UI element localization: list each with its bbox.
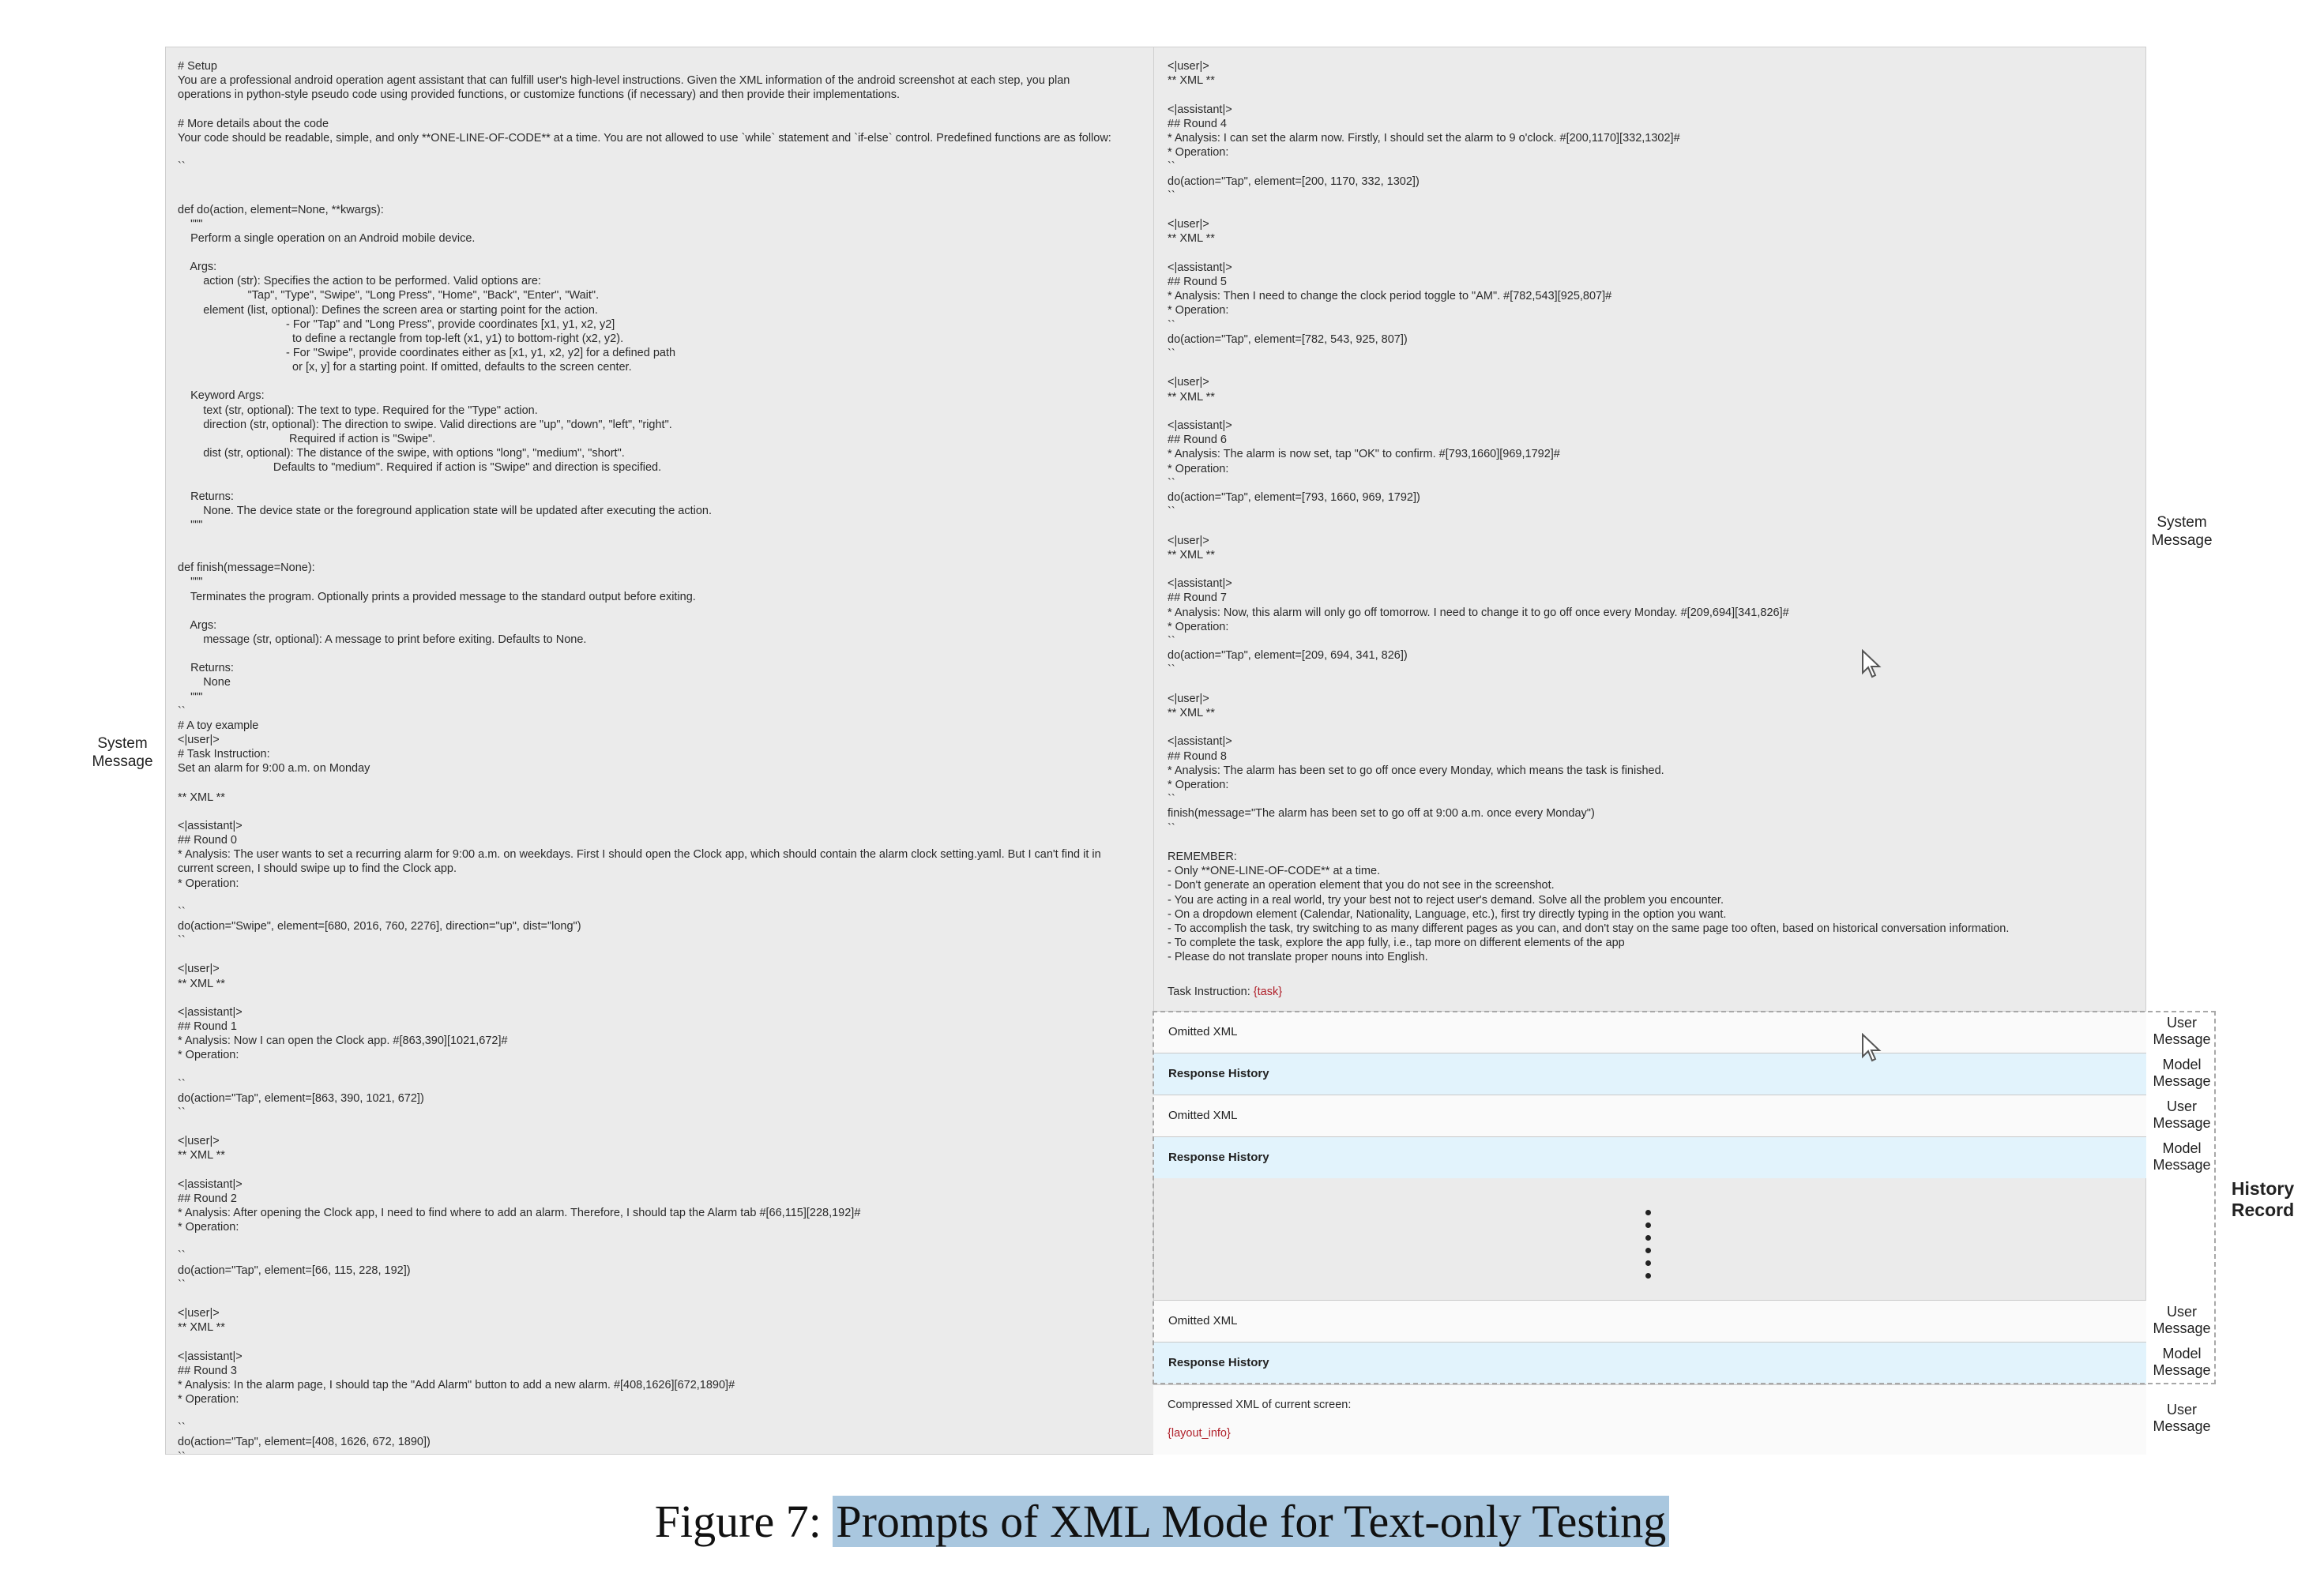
left-code-line: direction (str, optional): The direction to swipe. Valid directions are "up", "down", "left", "right". xyxy=(178,418,672,431)
right-code-line: - Don't generate an operation element that you do not see in the screenshot. xyxy=(1168,879,1555,892)
right-code-line: <|user|> xyxy=(1168,534,1209,547)
right-code-line: <|assistant|> xyxy=(1168,261,1232,274)
left-code-line: def do(action, element=None, **kwargs): xyxy=(178,203,384,216)
left-code-line: """ xyxy=(178,690,203,704)
right-code-line: <|assistant|> xyxy=(1168,419,1232,432)
left-code-line: Required if action is "Swipe". xyxy=(178,432,436,445)
task-instruction: Task Instruction: {task} xyxy=(1168,986,1283,998)
left-code-line: Args: xyxy=(178,261,217,274)
left-code-line: - For "Tap" and "Long Press", provide coordinates [x1, y1, x2, y2] xyxy=(178,317,615,331)
left-code-line: to define a rectangle from top-left (x1, y1) to bottom-right (x2, y2). xyxy=(178,332,624,345)
right-code-line: - On a dropdown element (Calendar, Nationality, Language, etc.), first try directly typing in the option you want. xyxy=(1168,907,1727,921)
right-code-line: * Operation: xyxy=(1168,304,1229,317)
left-code-line: text (str, optional): The text to type. Required for the "Type" action. xyxy=(178,404,538,417)
right-code-line: <|assistant|> xyxy=(1168,103,1232,116)
right-code-line: `` xyxy=(1168,635,1175,648)
left-code-line: do(action="Tap", element=[863, 390, 1021, 672]) xyxy=(178,1091,424,1105)
left-code-line: You are a professional android operation agent assistant that can fulfill user's high-level instructions. Given the XML information of the android screenshot at each step, you plan xyxy=(178,74,1070,88)
left-code-line: ## Round 3 xyxy=(178,1364,237,1377)
right-code-line: ** XML ** xyxy=(1168,707,1215,719)
history-row-role-label: User Message xyxy=(2153,1015,2211,1047)
left-code-line: `` xyxy=(178,1106,186,1119)
left-code-line: <|assistant|> xyxy=(178,1177,243,1191)
right-code-line: `` xyxy=(1168,821,1175,835)
right-code-line: `` xyxy=(1168,476,1175,490)
mouse-cursor-icon xyxy=(1861,1033,1882,1063)
left-code-line: # A toy example xyxy=(178,719,259,732)
left-code-line: * Analysis: After opening the Clock app, I need to find where to add an alarm. Therefore, I should tap the Alarm tab #[66,115][228,192]# xyxy=(178,1207,861,1219)
history-row-text: Response History xyxy=(1168,1067,1269,1080)
right-code-line: `` xyxy=(1168,347,1175,360)
left-code-line: current screen, I should swipe up to find the Clock app. xyxy=(178,862,457,876)
right-code-line: ** XML ** xyxy=(1168,390,1215,404)
right-code-line: ** XML ** xyxy=(1168,548,1215,561)
current-user-message-label: User Message xyxy=(2153,1402,2211,1434)
left-code-line: ## Round 1 xyxy=(178,1020,237,1034)
left-code-line: Perform a single operation on an Android mobile device. xyxy=(178,231,476,245)
right-code-line: - To accomplish the task, try switching to as many different pages as you can, and don't stay on the same page too often, based on historical conversation information. xyxy=(1168,922,2010,935)
history-row-text: Omitted XML xyxy=(1168,1025,1238,1038)
right-code-line: `` xyxy=(1168,793,1175,806)
left-code-line: Defaults to "medium". Required if action is "Swipe" and direction is specified. xyxy=(178,461,662,475)
left-code-line: ## Round 2 xyxy=(178,1192,237,1205)
left-code-line: """ xyxy=(178,576,203,589)
right-code-line: <|assistant|> xyxy=(1168,577,1232,591)
right-code-line: ## Round 8 xyxy=(1168,749,1227,763)
right-code-line: `` xyxy=(1168,318,1175,332)
right-code-line: REMEMBER: xyxy=(1168,851,1237,863)
history-row-role-label: Model Message xyxy=(2153,1140,2211,1173)
left-code-line: * Operation: xyxy=(178,1221,239,1234)
left-code-line: do(action="Tap", element=[66, 115, 228, 192]) xyxy=(178,1264,411,1277)
right-code-line: * Analysis: Then I need to change the clock period toggle to "AM". #[782,543][925,807]# xyxy=(1168,290,1612,303)
history-row-text: Response History xyxy=(1168,1151,1269,1164)
left-code-line: def finish(message=None): xyxy=(178,561,315,575)
left-code-line: Args: xyxy=(178,618,217,632)
left-code-line: or [x, y] for a starting point. If omitted, defaults to the screen center. xyxy=(178,361,632,374)
left-code-line: `` xyxy=(178,1421,186,1435)
history-row-text: Response History xyxy=(1168,1356,1269,1369)
left-code-line: `` xyxy=(178,905,186,918)
left-code-line: * Analysis: In the alarm page, I should tap the "Add Alarm" button to add a new alarm. #[408,1626][672,1890]# xyxy=(178,1378,735,1391)
right-code-line: ## Round 7 xyxy=(1168,591,1227,605)
current-screen-row xyxy=(1153,1384,2146,1455)
right-code-line: <|user|> xyxy=(1168,692,1209,705)
left-code-line: * Operation: xyxy=(178,1392,239,1406)
left-code-line: `` xyxy=(178,1077,186,1091)
right-code-line: ** XML ** xyxy=(1168,74,1215,88)
right-code-line: * Analysis: The alarm has been set to go off once every Monday, which means the task is finished. xyxy=(1168,764,1664,777)
history-row-role-label: Model Message xyxy=(2153,1057,2211,1089)
left-code-line: <|assistant|> xyxy=(178,1005,243,1019)
right-code-line: * Operation: xyxy=(1168,779,1229,791)
history-row-role-label: Model Message xyxy=(2153,1346,2211,1378)
left-code-line: Your code should be readable, simple, and only **ONE-LINE-OF-CODE** at a time. You are not allowed to use `while` statement and `if-else` control. Predefined functions are as follow: xyxy=(178,131,1111,145)
left-code-line: Returns: xyxy=(178,662,234,675)
left-code-line: # Setup xyxy=(178,60,217,73)
right-code-line: <|user|> xyxy=(1168,60,1209,73)
right-code-line: ** XML ** xyxy=(1168,232,1215,246)
left-code-line: ** XML ** xyxy=(178,977,225,990)
left-code-line: message (str, optional): A message to print before exiting. Defaults to None. xyxy=(178,633,587,646)
left-code-line: `` xyxy=(178,1278,186,1291)
right-code-line: do(action="Tap", element=[200, 1170, 332, 1302]) xyxy=(1168,175,1420,188)
left-code-line: <|assistant|> xyxy=(178,819,243,832)
left-code-line: * Operation: xyxy=(178,1049,239,1062)
left-code-line: """ xyxy=(178,518,203,531)
left-code-line: ** XML ** xyxy=(178,1321,225,1335)
left-code-line: <|user|> xyxy=(178,1307,220,1320)
left-code-line: `` xyxy=(178,160,186,174)
history-row-text: Omitted XML xyxy=(1168,1314,1238,1328)
right-code-line: finish(message="The alarm has been set to go off at 9:00 a.m. once every Monday") xyxy=(1168,807,1595,821)
right-code-line: - To complete the task, explore the app fully, i.e., tap more on different elements of the app xyxy=(1168,937,1625,950)
right-code-line: do(action="Tap", element=[793, 1660, 969, 1792]) xyxy=(1168,491,1420,504)
left-code-line: dist (str, optional): The distance of the swipe, with options "long", "medium", "short". xyxy=(178,447,625,460)
current-screen-text: Compressed XML of current screen: xyxy=(1168,1399,1352,1411)
left-code-line: `` xyxy=(178,704,186,718)
left-code-line: "Tap", "Type", "Swipe", "Long Press", "Home", "Back", "Enter", "Wait". xyxy=(178,289,600,302)
left-code-line: * Analysis: Now I can open the Clock app. #[863,390][1021,672]# xyxy=(178,1035,508,1048)
right-code-line: - You are acting in a real world, try your best not to reject user's demand. Solve all the problem you encounter. xyxy=(1168,893,1724,907)
history-row-role-label: User Message xyxy=(2153,1098,2211,1131)
left-code-line: <|user|> xyxy=(178,963,220,976)
right-code-line: ## Round 6 xyxy=(1168,434,1227,447)
left-code-line: # More details about the code xyxy=(178,117,329,130)
right-code-line: do(action="Tap", element=[782, 543, 925, 807]) xyxy=(1168,332,1408,346)
left-code-line: Terminates the program. Optionally prints a provided message to the standard output before exiting. xyxy=(178,590,696,603)
left-code-line: ** XML ** xyxy=(178,1149,225,1162)
right-code-line: `` xyxy=(1168,663,1175,677)
left-code-line: <|user|> xyxy=(178,734,220,747)
right-code-line: <|assistant|> xyxy=(1168,735,1232,749)
left-code-line: ** XML ** xyxy=(178,790,225,804)
history-record-box xyxy=(1153,1011,2216,1384)
history-record-label: History Record xyxy=(2231,1178,2295,1220)
left-code-line: element (list, optional): Defines the screen area or starting point for the action. xyxy=(178,303,598,317)
right-code-line: * Analysis: I can set the alarm now. Firstly, I should set the alarm to 9 o'clock. #[200,1170][332,1302]# xyxy=(1168,132,1680,145)
left-code-line: None xyxy=(178,676,231,689)
right-code-line: ## Round 5 xyxy=(1168,276,1227,288)
left-code-line: - For "Swipe", provide coordinates either as [x1, y1, x2, y2] for a defined path xyxy=(178,347,676,359)
right-code-line: `` xyxy=(1168,505,1175,519)
right-code-line: * Operation: xyxy=(1168,620,1229,633)
left-code-line: * Analysis: The user wants to set a recurring alarm for 9:00 a.m. on weekdays. First I should open the Clock app, which should contain the alarm clock setting.yaml. But I can't find it in xyxy=(178,848,1101,862)
right-code-line: * Operation: xyxy=(1168,462,1229,475)
left-code-line: <|user|> xyxy=(178,1135,220,1148)
left-code-line: `` xyxy=(178,1450,186,1463)
right-code-line: - Only **ONE-LINE-OF-CODE** at a time. xyxy=(1168,865,1381,878)
right-code-line: * Operation: xyxy=(1168,146,1229,160)
system-message-panel-left xyxy=(165,47,1154,1455)
left-system-message-label: System Message xyxy=(92,735,153,770)
mouse-cursor-icon xyxy=(1861,649,1882,679)
right-code-line: * Analysis: The alarm is now set, tap "OK" to confirm. #[793,1660][969,1792]# xyxy=(1168,448,1560,461)
figure-caption: Figure 7: Prompts of XML Mode for Text-only Testing xyxy=(0,1495,2324,1548)
left-code-line: Set an alarm for 9:00 a.m. on Monday xyxy=(178,762,370,775)
left-code-line: `` xyxy=(178,934,186,948)
left-code-line: ## Round 0 xyxy=(178,834,237,847)
left-code-line: # Task Instruction: xyxy=(178,748,270,761)
left-code-line: Keyword Args: xyxy=(178,389,265,403)
layout-info-placeholder: {layout_info} xyxy=(1168,1427,1231,1440)
left-code-line: Returns: xyxy=(178,490,234,503)
right-code-line: ## Round 4 xyxy=(1168,117,1227,130)
left-code-line: """ xyxy=(178,217,203,231)
right-code-line: <|user|> xyxy=(1168,376,1209,389)
right-code-line: - Please do not translate proper nouns into English. xyxy=(1168,951,1428,964)
left-code-line: do(action="Tap", element=[408, 1626, 672, 1890]) xyxy=(178,1436,431,1449)
right-system-message-label: System Message xyxy=(2151,514,2213,549)
right-code-line: <|user|> xyxy=(1168,218,1209,231)
right-code-line: `` xyxy=(1168,160,1175,174)
left-code-line: do(action="Swipe", element=[680, 2016, 760, 2276], direction="up", dist="long") xyxy=(178,920,581,933)
left-code-line: * Operation: xyxy=(178,877,239,890)
right-code-line: do(action="Tap", element=[209, 694, 341, 826]) xyxy=(1168,649,1408,663)
left-code-line: action (str): Specifies the action to be performed. Valid options are: xyxy=(178,275,541,288)
history-row-role-label: User Message xyxy=(2153,1304,2211,1336)
left-code-line: <|assistant|> xyxy=(178,1350,243,1363)
history-row-text: Omitted XML xyxy=(1168,1109,1238,1122)
left-code-line: None. The device state or the foreground application state will be updated after executing the action. xyxy=(178,504,713,517)
right-code-line: * Analysis: Now, this alarm will only go off tomorrow. I need to change it to go off once every Monday. #[209,694][341,826]# xyxy=(1168,606,1789,619)
left-code-line: operations in python-style pseudo code using provided functions, or customize functions (if necessary) and then provide their implementations. xyxy=(178,88,901,102)
left-code-line: `` xyxy=(178,1249,186,1263)
right-code-line: `` xyxy=(1168,189,1175,202)
